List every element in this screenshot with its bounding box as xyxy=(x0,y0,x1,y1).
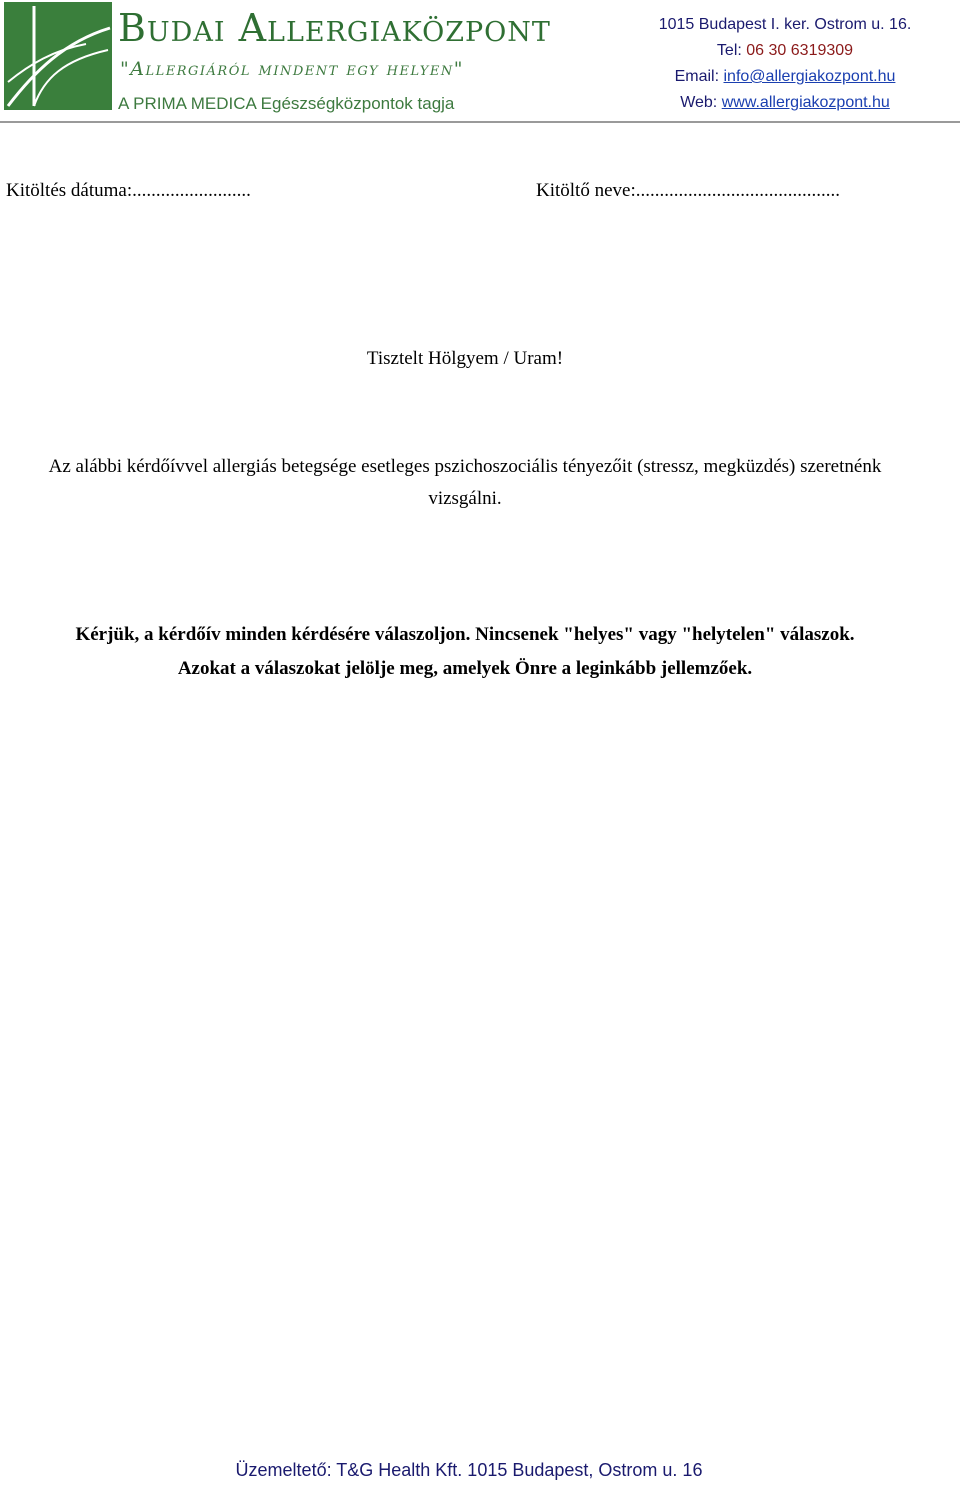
email-link[interactable]: info@allergiakozpont.hu xyxy=(723,68,896,85)
greeting: Tisztelt Hölgyem / Uram! xyxy=(366,348,564,369)
logo xyxy=(4,2,112,110)
web-link[interactable]: www.allergiakozpont.hu xyxy=(721,94,890,111)
instruction-line: Kérjük, a kérdőív minden kérdésére válaszoljon. Nincsenek "helyes" vagy "helytelen" válaszok. xyxy=(75,624,855,645)
brand-member-text: A PRIMA MEDICA Egészségközpontok tagja xyxy=(118,94,455,113)
filler-name-field[interactable]: Kitöltő neve:........................................... xyxy=(536,180,840,201)
intro-line: vizsgálni. xyxy=(428,488,502,509)
intro-line: Az alábbi kérdőívvel allergiás betegsége esetleges pszichoszociális tényezőit (stressz, megküzdés) szeretnénk xyxy=(48,456,882,477)
instruction-line: Azokat a válaszokat jelölje meg, amelyek Önre a leginkább jellemzőek. xyxy=(177,658,753,679)
footer-operator: Üzemeltető: T&G Health Kft. 1015 Budapest, Ostrom u. 16 xyxy=(235,1460,703,1480)
fill-date-field[interactable]: Kitöltés dátuma:......................... xyxy=(6,180,251,201)
web-line xyxy=(620,90,950,116)
email-line xyxy=(620,64,950,90)
logo-mark-icon xyxy=(4,2,112,110)
brand-title: Budai Allergiaközpont xyxy=(118,6,551,50)
brand-slogan: "Allergiáról mindent egy helyen" xyxy=(120,58,464,80)
phone-label: Tel: xyxy=(716,42,742,59)
web-label: Web: xyxy=(680,94,718,111)
phone-value: 06 30 6319309 xyxy=(746,42,854,59)
instructions-paragraph xyxy=(0,618,930,686)
contact-block xyxy=(620,12,950,116)
email-label: Email: xyxy=(674,68,720,85)
phone-line xyxy=(620,38,950,64)
intro-paragraph xyxy=(0,451,930,515)
address: 1015 Budapest I. ker. Ostrom u. 16. xyxy=(658,16,912,33)
header-divider xyxy=(0,121,960,123)
